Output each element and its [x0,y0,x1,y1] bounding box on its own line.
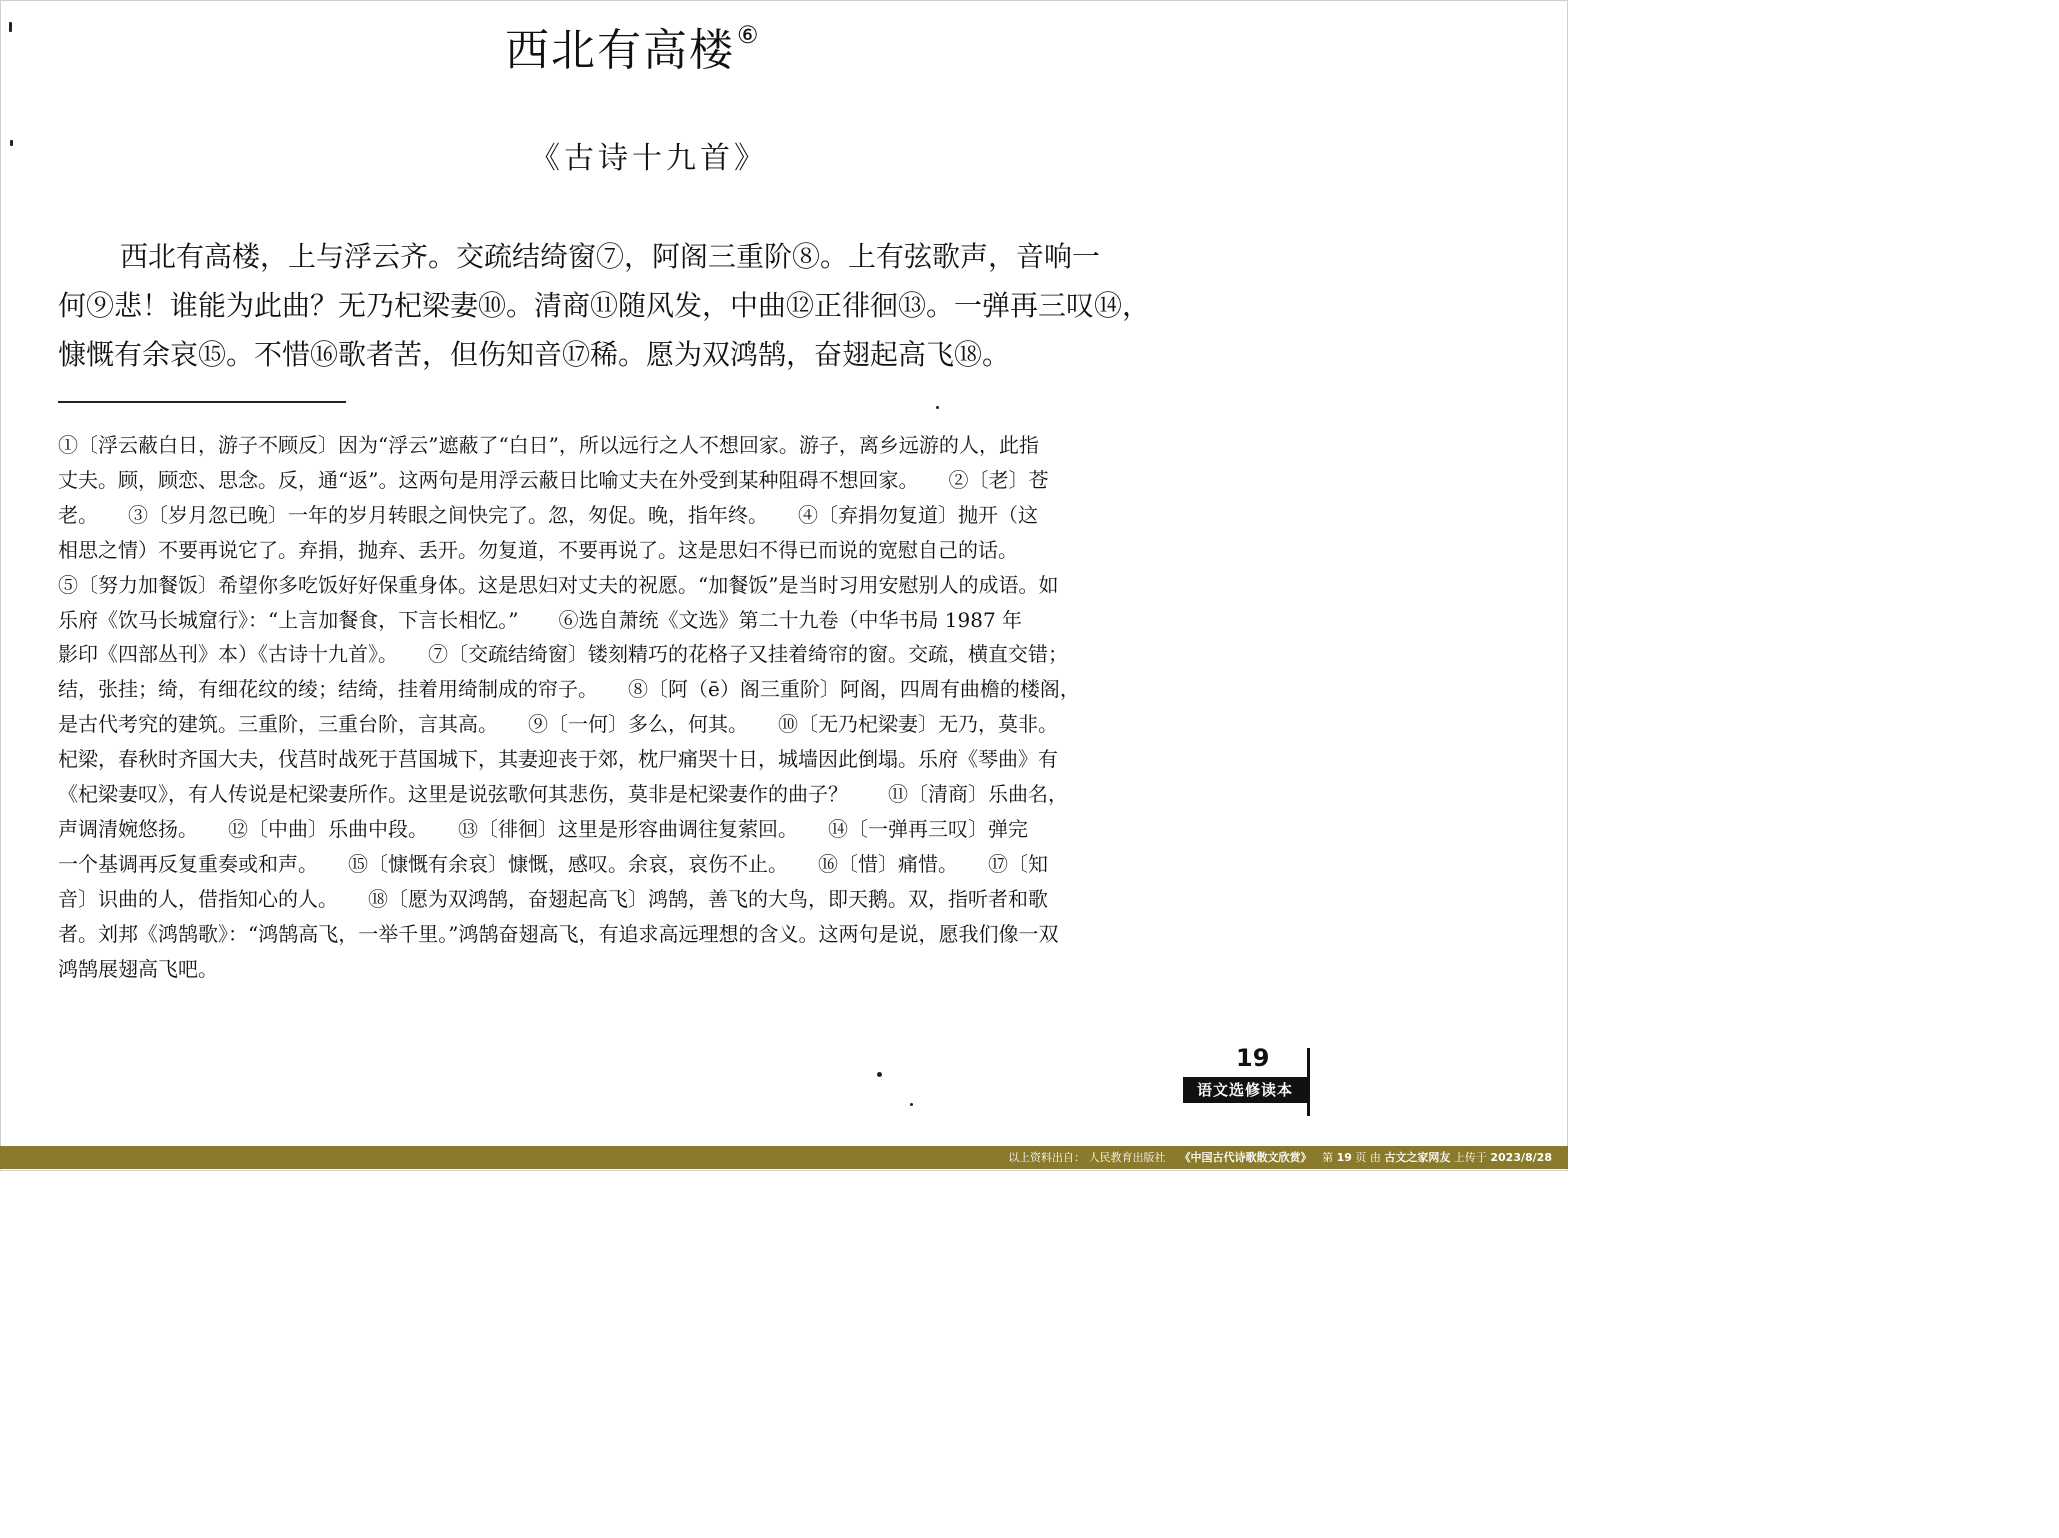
source-footer [0,1146,1568,1169]
footer-date: 2023/8/28 [1490,1151,1552,1164]
poem-body [58,232,1308,379]
footnote-line: 鸿鹄展翅高飞吧。 [58,956,218,981]
footnote-line: 一个基调再反复重奏或和声。 ⑮〔慷慨有余哀〕慷慨，感叹。余哀，哀伤不止。 ⑯〔惜〕痛惜。 ⑰〔知 [58,851,1048,876]
footnote-line: 老。 ③〔岁月忽已晚〕一年的岁月转眼之间快完了。忽，匆促。晚，指年终。 ④〔弃捐勿复道〕抛开（这 [58,502,1038,527]
page-number: 19 [1236,1044,1270,1072]
footnote-line: 《杞梁妻叹》，有人传说是杞梁妻所作。这里是说弦歌何其悲伤，莫非是杞梁妻作的曲子？ ⑪〔清商〕乐曲名， [58,782,1068,807]
footer-uploader: 古文之家网友 [1384,1151,1451,1164]
series-label: 语文选修读本 [1183,1077,1307,1103]
footer-by-prefix: 由 [1369,1151,1381,1164]
source-footer-text [1008,1146,1552,1169]
poem-line: 西北有高楼，上与浮云齐。交疏结绮窗⑦，阿阁三重阶⑧。上有弦歌声，音响一 [120,240,1101,273]
footnotes [58,428,1313,987]
scan-speck [877,1072,882,1077]
footer-book: 《中国古代诗歌散文欣赏》 [1179,1151,1312,1164]
scan-speck [936,406,939,409]
footnote-line: 声调清婉悠扬。 ⑫〔中曲〕乐曲中段。 ⑬〔徘徊〕这里是形容曲调往复萦回。 ⑭〔一弹再三叹〕弹完 [58,816,1028,841]
footer-publisher: 人民教育出版社 [1088,1151,1166,1164]
poem-line: 何⑨悲！谁能为此曲？无乃杞梁妻⑩。清商⑪随风发，中曲⑫正徘徊⑬。一弹再三叹⑭， [58,289,1151,322]
scan-speck [9,22,12,32]
footnote-line: ①〔浮云蔽白日，游子不顾反〕因为“浮云”遮蔽了“白日”，所以远行之人不想回家。游子，离乡远游的人，此指 [58,433,1039,457]
footnote-divider [58,401,346,403]
footnote-line: 丈夫。顾，顾恋、思念。反，通“返”。这两句是用浮云蔽日比喻丈夫在外受到某种阻碍不想回家。 ②〔老〕苍 [58,467,1049,492]
page-edge-bar [1307,1048,1310,1116]
poem-line: 慷慨有余哀⑮。不惜⑯歌者苦，但伤知音⑰稀。愿为双鸿鹄，奋翅起高飞⑱。 [58,338,1011,371]
poem-title [505,14,761,78]
footnote-line: 杞梁，春秋时齐国大夫，伐莒时战死于莒国城下，其妻迎丧于郊，枕尸痛哭十日，城墙因此倒塌。乐府《琴曲》有 [58,747,1058,772]
title-note-mark: ⑥ [737,21,761,49]
poem-title-text: 西北有高楼 [505,25,735,76]
footer-page: 19 [1336,1151,1352,1164]
footnote-line: 相思之情）不要再说它了。弃捐，抛弃、丢开。勿复道，不要再说了。这是思妇不得已而说的宽慰自己的话。 [58,537,1018,562]
footnote-line: 结，张挂；绮，有细花纹的绫；结绮，挂着用绮制成的帘子。 ⑧〔阿（ē）阁三重阶〕阿阁，四周有曲檐的楼阁， [58,677,1080,702]
scan-speck [910,1103,913,1106]
footnote-line: 影印《四部丛刊》本）《古诗十九首》。 ⑦〔交疏结绮窗〕镂刻精巧的花格子又挂着绮帘的窗。交疏，横直交错； [58,642,1068,667]
footnote-line: ⑤〔努力加餐饭〕希望你多吃饭好好保重身体。这是思妇对丈夫的祝愿。“加餐饭”是当时习用安慰别人的成语。如 [58,572,1059,597]
scan-speck [10,140,13,146]
footnote-line: 乐府《饮马长城窟行》：“上言加餐食，下言长相忆。” ⑥选自萧统《文选》第二十九卷（中华书局 1987 年 [58,607,1023,632]
footnote-line: 者。刘邦《鸿鹄歌》：“鸿鹄高飞，一举千里。”鸿鹄奋翅高飞，有追求高远理想的含义。这两句是说，愿我们像一双 [58,921,1059,946]
poem-source: 《古诗十九首》 [530,141,768,176]
footer-prefix: 以上资料出自： [1008,1151,1086,1164]
footer-upload-prefix: 上传于 [1453,1151,1487,1164]
footnote-line: 音〕识曲的人，借指知心的人。 ⑱〔愿为双鸿鹄，奋翅起高飞〕鸿鹄，善飞的大鸟，即天鹅。双，指听者和歌 [58,886,1048,911]
footnote-line: 是古代考究的建筑。三重阶，三重台阶，言其高。 ⑨〔一何〕多么，何其。 ⑩〔无乃杞梁妻〕无乃，莫非。 [58,712,1058,737]
footer-page-prefix: 第 [1322,1151,1334,1164]
footer-page-suffix: 页 [1355,1151,1367,1164]
